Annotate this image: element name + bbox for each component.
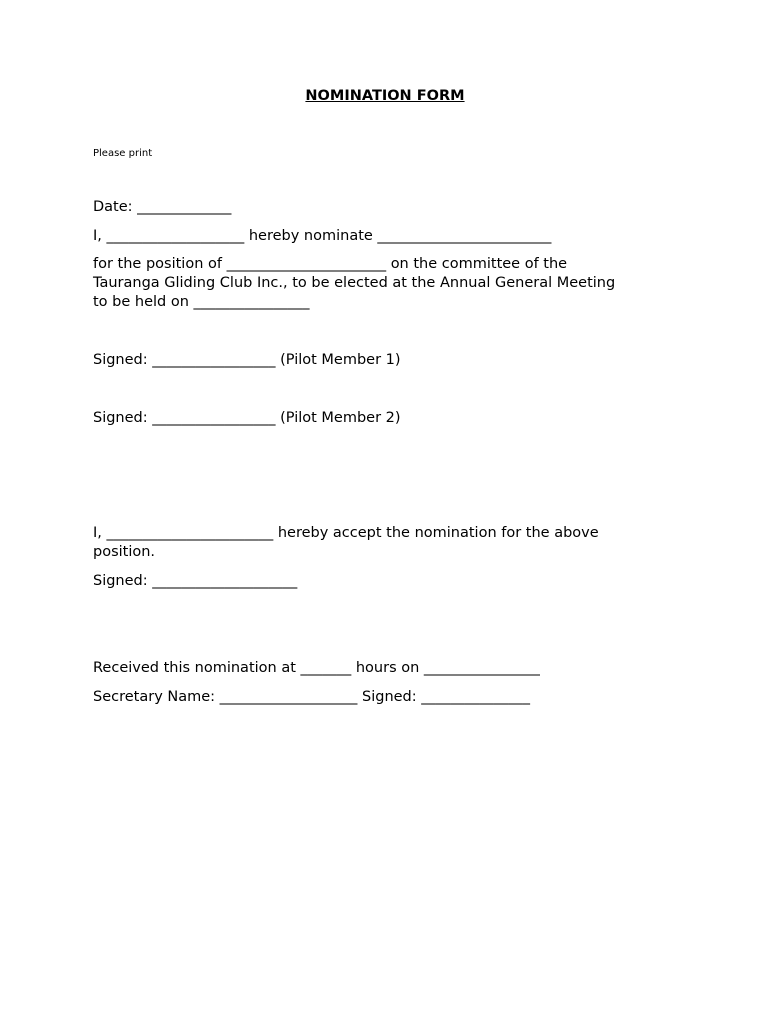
position-line-3: to be held on ________________ — [93, 294, 310, 310]
accept-line-1: I, _______________________ hereby accept the nomination for the above — [93, 525, 599, 541]
accept-line-2: position. — [93, 544, 156, 560]
print-instruction: Please print — [93, 148, 153, 159]
position-line-1: for the position of ______________________ on the committee of the — [93, 256, 568, 272]
position-line-2: Tauranga Gliding Club Inc., to be elected at the Annual General Meeting — [93, 275, 616, 291]
nominate-line: I, ___________________ hereby nominate ________________________ — [93, 228, 552, 244]
signed-pilot-member-2: Signed: _________________ (Pilot Member 2) — [93, 410, 401, 426]
signed-pilot-member-1: Signed: _________________ (Pilot Member 1) — [93, 352, 401, 368]
received-line: Received this nomination at _______ hours on ________________ — [93, 660, 540, 676]
accept-signed-line: Signed: ____________________ — [93, 573, 298, 589]
date-line: Date: _____________ — [93, 199, 232, 215]
form-title: NOMINATION FORM — [305, 88, 465, 104]
secretary-line: Secretary Name: ___________________ Signed: _______________ — [93, 689, 531, 705]
